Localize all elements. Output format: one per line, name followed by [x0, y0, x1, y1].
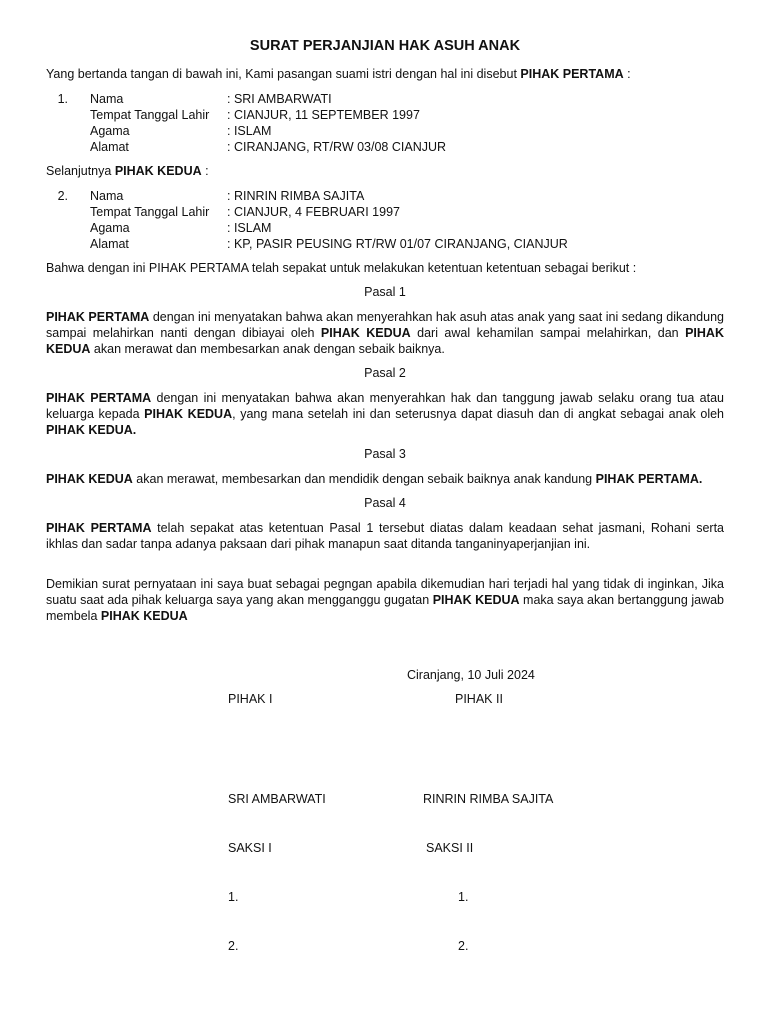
- pasal2-bold-3: PIHAK KEDUA.: [46, 423, 137, 437]
- intro-end: :: [623, 67, 631, 81]
- party2-label-name: Nama: [90, 189, 124, 203]
- next-end: :: [201, 164, 209, 178]
- party1-details: [46, 91, 724, 155]
- pihak1-label: PIHAK I: [228, 692, 273, 706]
- saksi2-label: SAKSI II: [426, 841, 474, 855]
- saksi1-item-1: 1.: [228, 890, 239, 904]
- party2-value-name: : RINRIN RIMBA SAJITA: [227, 189, 365, 203]
- party1-label-address: Alamat: [90, 140, 129, 154]
- party1-label-name: Nama: [90, 92, 124, 106]
- next-party-line: [46, 163, 724, 179]
- intro-text: Yang bertanda tangan di bawah ini, Kami pasangan suami istri dengan hal ini disebut: [46, 67, 521, 81]
- pasal1-text-3: akan merawat dan membesarkan anak dengan sebaik baiknya.: [90, 342, 445, 356]
- pasal1-heading: Pasal 1: [364, 285, 406, 299]
- agreement-intro: Bahwa dengan ini PIHAK PERTAMA telah sepakat untuk melakukan ketentuan ketentuan sebagai berikut :: [46, 261, 637, 275]
- party1-label-religion: Agama: [90, 124, 130, 138]
- document-title: SURAT PERJANJIAN HAK ASUH ANAK: [249, 38, 521, 54]
- party1-value-address: : CIRANJANG, RT/RW 03/08 CIANJUR: [227, 140, 447, 154]
- closing-text-1: Demikian surat pernyataan ini saya buat sebagai pegngan apabila dikemudian hari terjadi hal yang tidak di inginkan, Jika suatu saat ada pihak keluarga saya yang akan mengganggu gugatan: [46, 577, 724, 607]
- party2-value-address: : KP, PASIR PEUSING RT/RW 01/07 CIRANJANG, CIANJUR: [227, 237, 568, 251]
- pasal2-text-2: , yang mana setelah ini dan seterusnya dapat diasuh dan di angkat sebagai anak oleh: [232, 407, 725, 421]
- pasal4-bold-1: PIHAK PERTAMA: [46, 521, 152, 535]
- party2-value-birth: : CIANJUR, 4 FEBRUARI 1997: [227, 205, 400, 219]
- place-date: Ciranjang, 10 Juli 2024: [407, 668, 535, 682]
- closing-bold-1: PIHAK KEDUA: [432, 593, 520, 607]
- pasal3-bold-2: PIHAK PERTAMA.: [595, 472, 703, 486]
- saksi2-item-1: 1.: [458, 890, 469, 904]
- party2-label-address: Alamat: [90, 237, 129, 251]
- next-party: PIHAK KEDUA: [114, 164, 202, 178]
- pihak1-name: SRI AMBARWATI: [228, 792, 326, 806]
- intro-paragraph: [46, 66, 724, 82]
- intro-party: PIHAK PERTAMA: [520, 67, 624, 81]
- pasal2-text-1: dengan ini menyatakan bahwa akan menyerahkan hak dan tanggung jawab selaku orang tua atau keluarga kepada: [46, 391, 724, 421]
- pasal3-heading: Pasal 3: [364, 447, 406, 461]
- pihak2-label: PIHAK II: [455, 692, 503, 706]
- saksi2-item-2: 2.: [458, 939, 469, 953]
- pasal3-bold-1: PIHAK KEDUA: [46, 472, 133, 486]
- saksi1-label: SAKSI I: [228, 841, 272, 855]
- pasal2-bold-1: PIHAK PERTAMA: [46, 391, 152, 405]
- pasal2-bold-2: PIHAK KEDUA: [144, 407, 233, 421]
- party2-label-birth: Tempat Tanggal Lahir: [90, 205, 210, 219]
- party1-value-name: : SRI AMBARWATI: [227, 92, 332, 106]
- document-body: [46, 38, 724, 624]
- closing-paragraph: [46, 576, 724, 624]
- next-text: Selanjutnya: [46, 164, 115, 178]
- party2-number: 2.: [57, 189, 68, 203]
- party2-value-religion: : ISLAM: [227, 221, 272, 235]
- pasal1-text-2: dari awal kehamilan sampai melahirkan, dan: [410, 326, 686, 340]
- pasal4-text: [46, 520, 724, 552]
- pasal2-heading: Pasal 2: [364, 366, 406, 380]
- pasal1-text: [46, 309, 724, 357]
- party1-value-religion: : ISLAM: [227, 124, 272, 138]
- closing-bold-2: PIHAK KEDUA: [100, 609, 188, 623]
- pasal2-text: [46, 390, 724, 438]
- pasal1-bold-3: PIHAK KEDUA: [46, 326, 724, 356]
- closing-text-2: maka saya akan bertanggung jawab membela: [46, 593, 724, 623]
- pasal1-bold-2: PIHAK KEDUA: [320, 326, 411, 340]
- party2-details: [46, 188, 724, 252]
- party1-value-birth: : CIANJUR, 11 SEPTEMBER 1997: [227, 108, 420, 122]
- pasal4-text-1: telah sepakat atas ketentuan Pasal 1 tersebut diatas dalam keadaan sehat jasmani, Rohani serta ikhlas dan sadar tanpa adanya paksaan dari pihak manapun saat ditanda tanganinyaperjanjian ini.: [46, 521, 724, 551]
- pasal1-text-1: dengan ini menyatakan bahwa akan menyerahkan hak asuh atas anak yang saat ini sedang dikandung sampai melahirkan nanti dengan dibiayai oleh: [46, 310, 724, 340]
- party1-label-birth: Tempat Tanggal Lahir: [90, 108, 210, 122]
- pasal1-bold-1: PIHAK PERTAMA: [46, 310, 150, 324]
- party1-number: 1.: [57, 92, 68, 106]
- pihak2-name: RINRIN RIMBA SAJITA: [423, 792, 554, 806]
- party2-label-religion: Agama: [90, 221, 130, 235]
- pasal4-heading: Pasal 4: [364, 496, 406, 510]
- pasal3-text: [46, 471, 724, 487]
- pasal3-text-1: akan merawat, membesarkan dan mendidik dengan sebaik baiknya anak kandung: [132, 472, 596, 486]
- saksi1-item-2: 2.: [228, 939, 239, 953]
